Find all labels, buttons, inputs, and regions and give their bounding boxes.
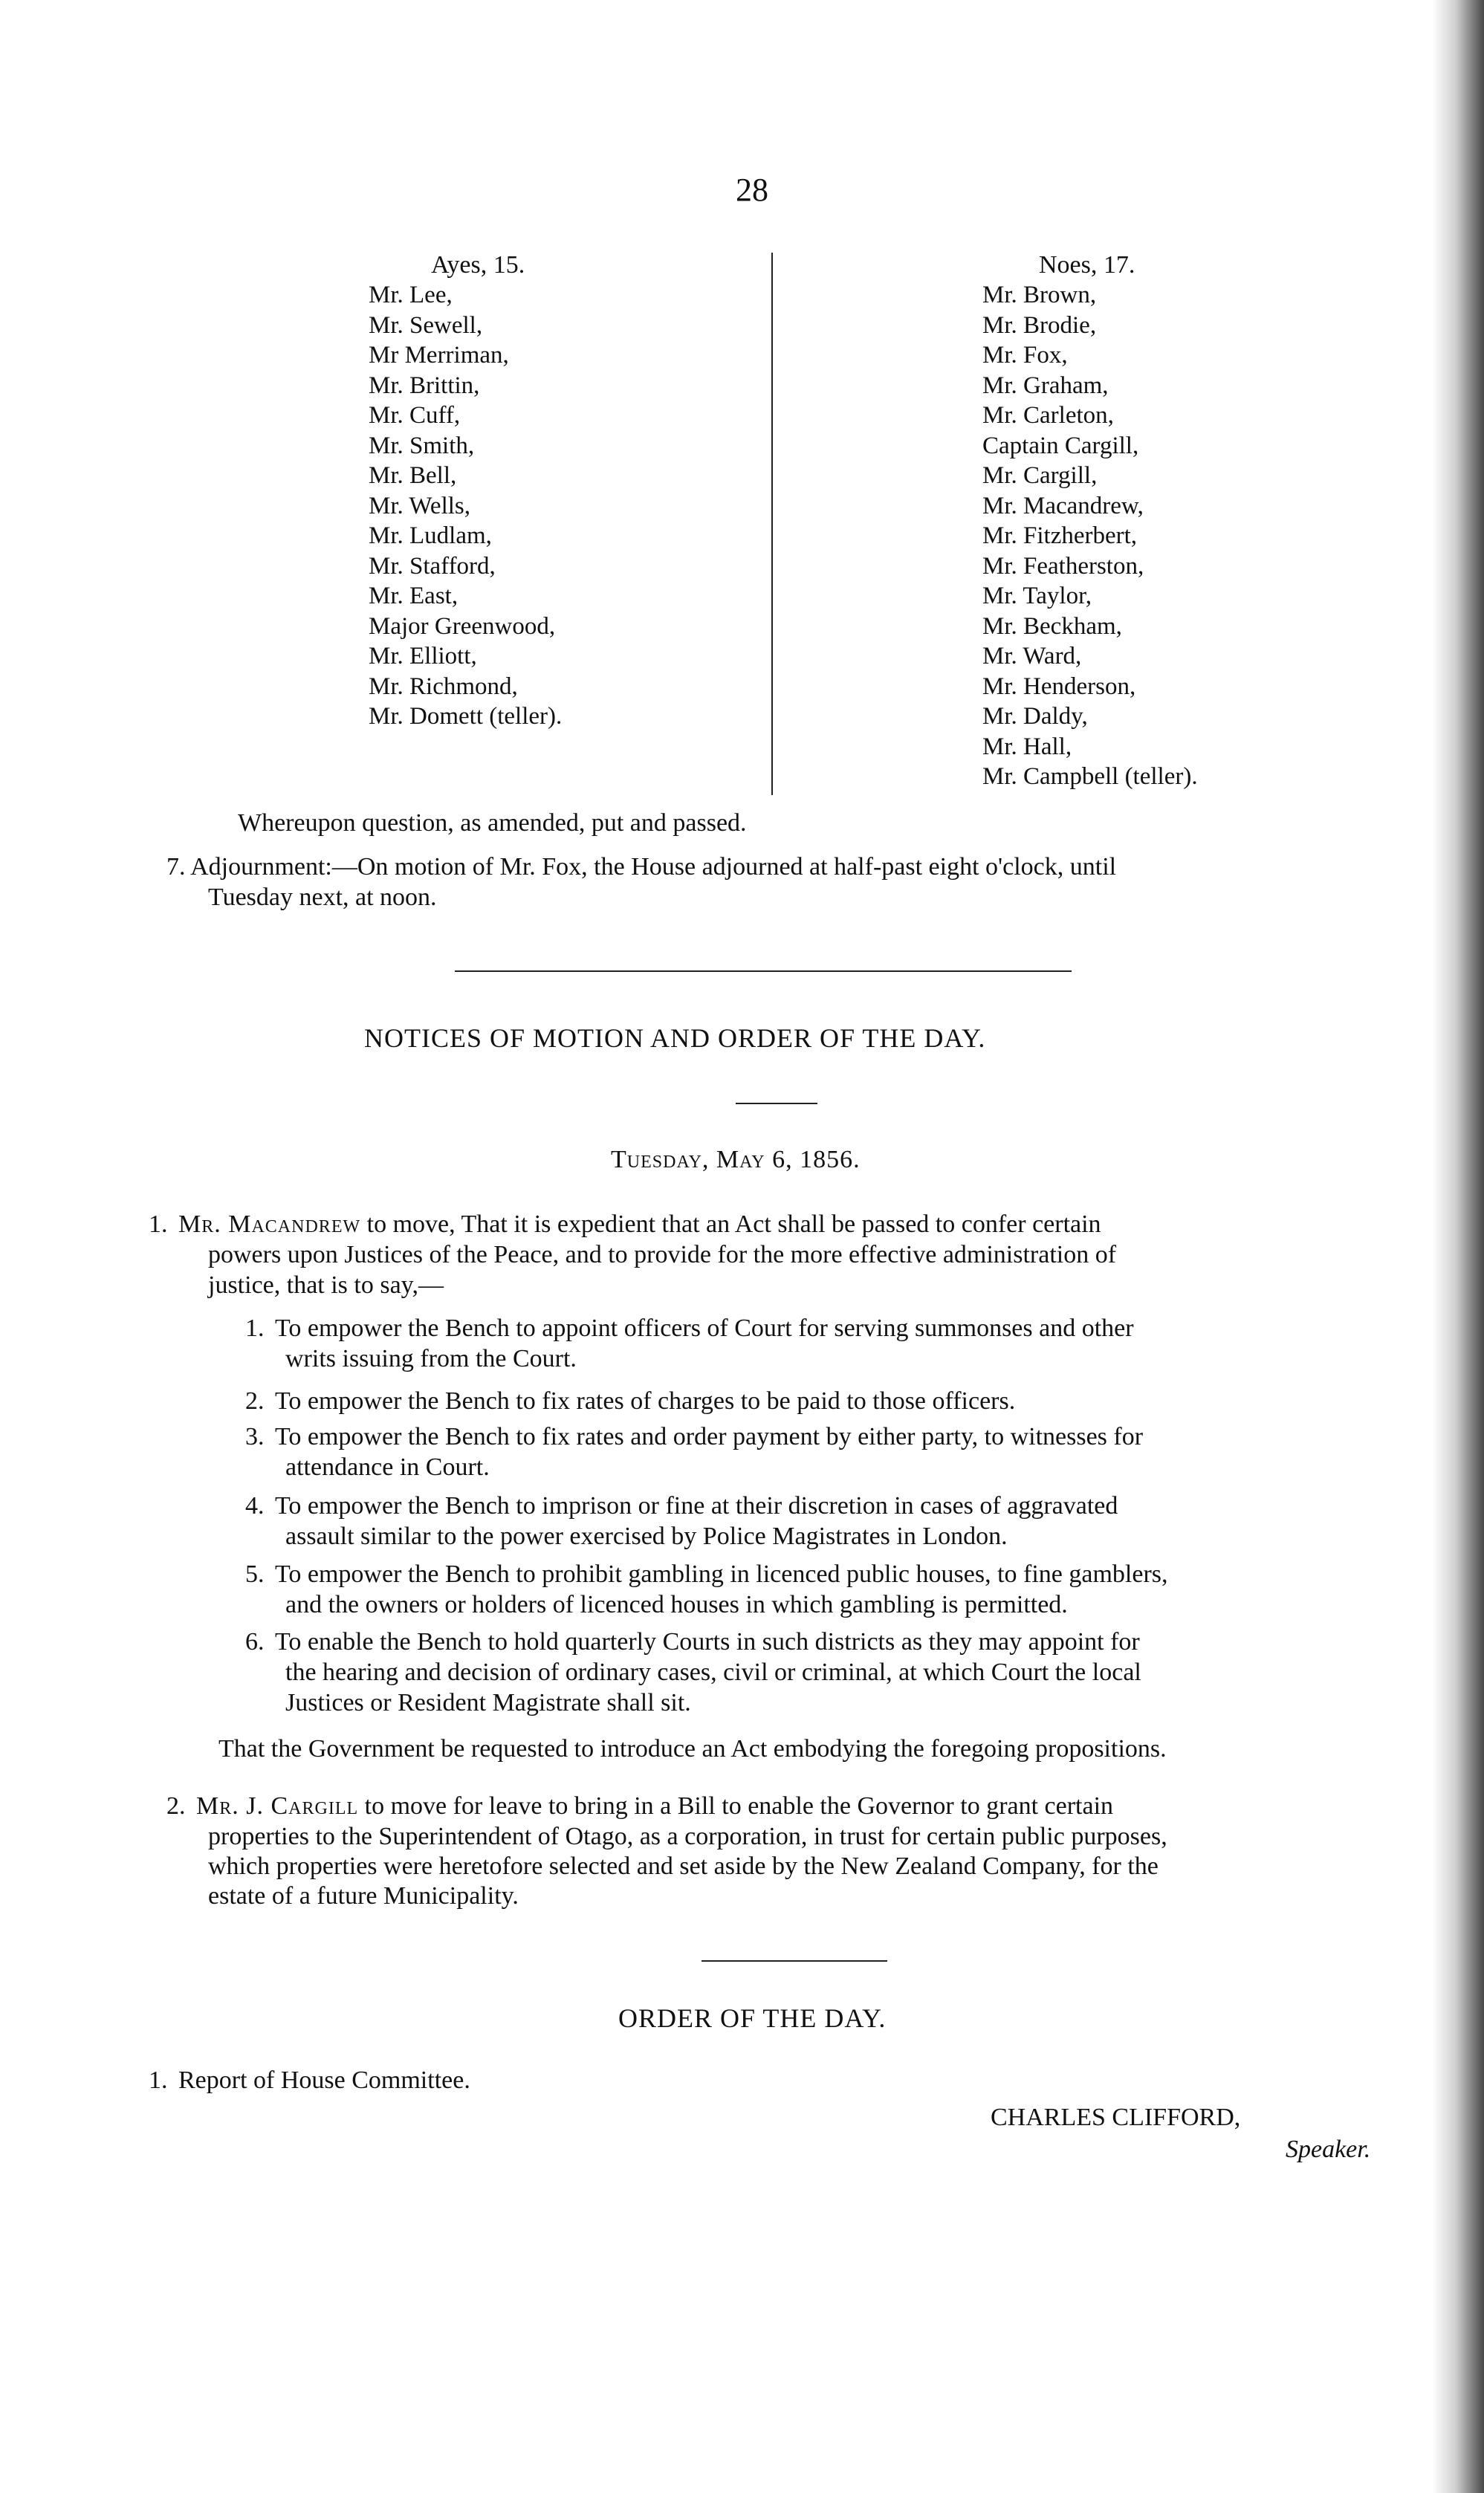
motion-1-item-text: To empower the Bench to fix rates and order payment by either party, to witnesses for xyxy=(275,1423,1144,1450)
noes-list xyxy=(982,280,1198,792)
ayes-name: Mr. Cuff, xyxy=(369,402,461,429)
motion-1-item xyxy=(245,1387,1015,1416)
signature-title: Speaker. xyxy=(1286,2136,1371,2163)
motion-1-item-text: To empower the Bench to imprison or fine at their discretion in cases of aggravated xyxy=(275,1492,1118,1520)
motion-1-item-text: To empower the Bench to fix rates of charges to be paid to those officers. xyxy=(275,1387,1016,1415)
noes-name: Mr. Cargill, xyxy=(982,462,1098,489)
motion-1-item xyxy=(245,1627,1140,1657)
motion-2-line-4: estate of a future Municipality. xyxy=(208,1882,519,1910)
motion-1-text-1: to move, That it is expedient that an Act shall be passed to confer certain xyxy=(360,1210,1101,1238)
motion-1-item-continuation: Justices or Resident Magistrate shall sit. xyxy=(285,1689,691,1716)
order-rule xyxy=(702,1960,887,1962)
motion-1-item-continuation: the hearing and decision of ordinary cases, civil or criminal, at which Court the local xyxy=(285,1659,1141,1686)
noes-name: Mr. Brown, xyxy=(982,282,1097,308)
motion-2-line-2: properties to the Superintendent of Otago, as a corporation, in trust for certain public purposes, xyxy=(208,1823,1167,1850)
ayes-name: Mr. Richmond, xyxy=(369,672,518,700)
page-edge-shadow xyxy=(1432,0,1484,2493)
noes-name: Mr. Daldy, xyxy=(982,703,1088,730)
motion-1-item-continuation: assault similar to the power exercised by Police Magistrates in London. xyxy=(285,1523,1008,1550)
noes-name: Mr. Taylor, xyxy=(982,583,1092,609)
noes-name: Mr. Ward, xyxy=(982,643,1082,670)
motion-1-item-continuation: writs issuing from the Court. xyxy=(285,1345,577,1372)
motion-1-item xyxy=(245,1491,1118,1521)
motion-1-item-continuation: and the owners or holders of licenced houses in which gambling is permitted. xyxy=(285,1591,1068,1618)
noes-name: Mr. Brodie, xyxy=(982,311,1097,339)
motion-1-item-number: 6. xyxy=(245,1628,265,1656)
motion-1-item xyxy=(245,1560,1168,1589)
noes-name: Mr. Beckham, xyxy=(982,612,1122,640)
noes-name: Mr. Campbell (teller). xyxy=(982,763,1198,790)
motion-1-number: 1. xyxy=(149,1210,168,1238)
noes-name: Mr. Fox, xyxy=(982,342,1068,369)
ayes-name: Mr. East, xyxy=(369,583,459,609)
ayes-name: Mr. Stafford, xyxy=(369,552,496,580)
whereupon-line: Whereupon question, as amended, put and passed. xyxy=(238,809,747,837)
ayes-name: Mr. Wells, xyxy=(369,492,470,519)
adjournment-line-1 xyxy=(166,852,1116,882)
noes-name: Mr. Henderson, xyxy=(982,672,1136,700)
motion-1-closing: That the Government be requested to introduce an Act embodying the foregoing propositions. xyxy=(218,1735,1167,1763)
ayes-name: Mr. Ludlam, xyxy=(369,522,492,549)
order-item xyxy=(149,2066,470,2095)
motion-1-item-text: To enable the Bench to hold quarterly Courts in such districts as they may appoint for xyxy=(275,1628,1140,1656)
order-item-text: Report of House Committee. xyxy=(178,2066,470,2094)
adjournment-text: Adjournment:—On motion of Mr. Fox, the House adjourned at half-past eight o'clock, until xyxy=(190,853,1117,881)
order-title: ORDER OF THE DAY. xyxy=(618,2003,887,2033)
section-rule xyxy=(455,970,1072,972)
motion-1-line-3: justice, that is to say,— xyxy=(208,1271,444,1299)
ayes-name: Mr Merriman, xyxy=(369,342,509,369)
ayes-heading: Ayes, 15. xyxy=(431,251,525,279)
signature-name: CHARLES CLIFFORD, xyxy=(991,2104,1241,2131)
ayes-name: Major Greenwood, xyxy=(369,612,556,640)
motion-2-line-3: which properties were heretofore selected and set aside by the New Zealand Company, for the xyxy=(208,1852,1159,1880)
noes-name: Mr. Graham, xyxy=(982,372,1109,399)
ayes-column xyxy=(369,250,562,732)
motion-1-item xyxy=(245,1314,1134,1343)
date-line: Tuesday, May 6, 1856. xyxy=(611,1146,861,1173)
notices-title: NOTICES OF MOTION AND ORDER OF THE DAY. xyxy=(364,1023,986,1053)
ayes-name: Mr. Elliott, xyxy=(369,643,477,670)
ayes-name: Mr. Sewell, xyxy=(369,311,483,339)
column-divider xyxy=(771,253,773,795)
noes-name: Mr. Fitzherbert, xyxy=(982,522,1138,549)
motion-2-line-1 xyxy=(166,1792,1113,1821)
ayes-name: Mr. Bell, xyxy=(369,462,457,489)
motion-1-item-number: 4. xyxy=(245,1492,265,1520)
motion-1-item-text: To empower the Bench to appoint officers of Court for serving summonses and other xyxy=(275,1314,1134,1342)
ayes-name: Mr. Lee, xyxy=(369,282,453,308)
noes-name: Mr. Carleton, xyxy=(982,402,1114,429)
noes-name: Mr. Macandrew, xyxy=(982,492,1144,519)
order-item-number: 1. xyxy=(149,2066,168,2094)
ayes-name: Mr. Smith, xyxy=(369,432,475,459)
ayes-list xyxy=(369,280,562,732)
motion-1-item-number: 1. xyxy=(245,1314,265,1342)
motion-1-item-text: To empower the Bench to prohibit gambling in licenced public houses, to fine gamblers, xyxy=(275,1560,1168,1588)
noes-heading: Noes, 17. xyxy=(1039,251,1135,279)
noes-name: Mr. Featherston, xyxy=(982,552,1144,580)
motion-1-item-number: 5. xyxy=(245,1560,265,1588)
short-rule xyxy=(736,1103,817,1104)
noes-name: Mr. Hall, xyxy=(982,733,1072,760)
motion-2-text-1: to move for leave to bring in a Bill to enable the Governor to grant certain xyxy=(358,1792,1114,1820)
adjournment-number: 7. xyxy=(166,853,186,881)
ayes-name: Mr. Brittin, xyxy=(369,372,480,399)
motion-1-item xyxy=(245,1422,1143,1452)
ayes-name: Mr. Domett (teller). xyxy=(369,703,563,730)
motion-1-item-continuation: attendance in Court. xyxy=(285,1453,490,1481)
motion-1-line-1 xyxy=(149,1210,1101,1239)
motion-1-mover: Mr. Macandrew xyxy=(178,1210,361,1238)
noes-column xyxy=(982,250,1198,792)
motion-2-mover: Mr. J. Cargill xyxy=(196,1792,359,1820)
motion-1-item-number: 3. xyxy=(245,1423,265,1450)
motion-1-line-2: powers upon Justices of the Peace, and to provide for the more effective administration of xyxy=(208,1241,1117,1268)
page-number: 28 xyxy=(736,172,768,208)
noes-name: Captain Cargill, xyxy=(982,432,1139,459)
adjournment-line-2: Tuesday next, at noon. xyxy=(208,884,437,911)
motion-1-item-number: 2. xyxy=(245,1387,265,1415)
motion-2-number: 2. xyxy=(166,1792,186,1820)
